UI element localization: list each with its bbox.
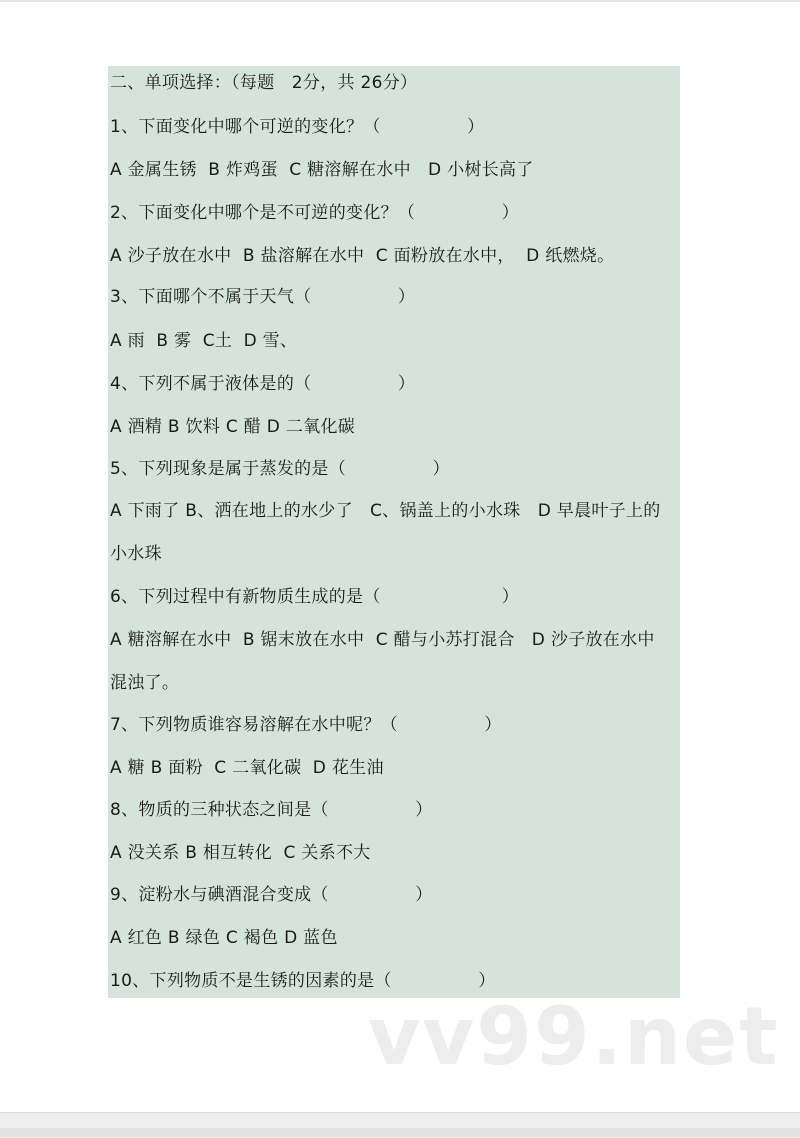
answer-options-8: A 没关系 B 相互转化 C 关系不大 (110, 843, 371, 863)
answer-options-7: A 糖 B 面粉 C 二氧化碳 D 花生油 (110, 758, 384, 778)
answer-options-1: A 金属生锈 B 炸鸡蛋 C 糖溶解在水中 D 小树长高了 (110, 160, 534, 180)
answer-options-6: A 糖溶解在水中 B 锯末放在水中 C 醋与小苏打混合 D 沙子放在水中 (110, 630, 655, 650)
question-3: 3、下面哪个不属于天气（ ） (110, 287, 416, 307)
question-9: 9、淀粉水与碘酒混合变成（ ） (110, 885, 433, 905)
question-2: 2、下面变化中哪个是不可逆的变化？（ ） (110, 203, 520, 223)
question-10: 10、下列物质不是生锈的因素的是（ ） (110, 971, 496, 991)
answer-options-6-continued: 混浊了。 (110, 673, 180, 693)
question-6: 6、下列过程中有新物质生成的是（ ） (110, 587, 520, 607)
question-5: 5、下列现象是属于蒸发的是（ ） (110, 459, 450, 479)
answer-options-5: A 下雨了 B、洒在地上的水少了 C、锅盖上的小水珠 D 早晨叶子上的 (110, 501, 661, 521)
page-top-edge (0, 0, 800, 2)
section-header: 二、单项选择：（每题 2分，共 26分） (110, 73, 418, 93)
question-8: 8、物质的三种状态之间是（ ） (110, 800, 433, 820)
question-7: 7、下列物质谁容易溶解在水中呢？（ ） (110, 715, 502, 735)
answer-options-5-continued: 小水珠 (110, 544, 162, 564)
page-bottom-strip (0, 1128, 800, 1137)
question-1: 1、下面变化中哪个可逆的变化？（ ） (110, 117, 485, 137)
answer-options-4: A 酒精 B 饮料 C 醋 D 二氧化碳 (110, 417, 356, 437)
answer-options-2: A 沙子放在水中 B 盐溶解在水中 C 面粉放在水中， D 纸燃烧。 (110, 246, 615, 266)
question-4: 4、下列不属于液体是的（ ） (110, 374, 416, 394)
answer-options-3: A 雨 B 雾 C土 D 雪、 (110, 331, 298, 351)
answer-options-9: A 红色 B 绿色 C 褐色 D 蓝色 (110, 928, 338, 948)
watermark-logo: vv99.net (368, 990, 780, 1083)
